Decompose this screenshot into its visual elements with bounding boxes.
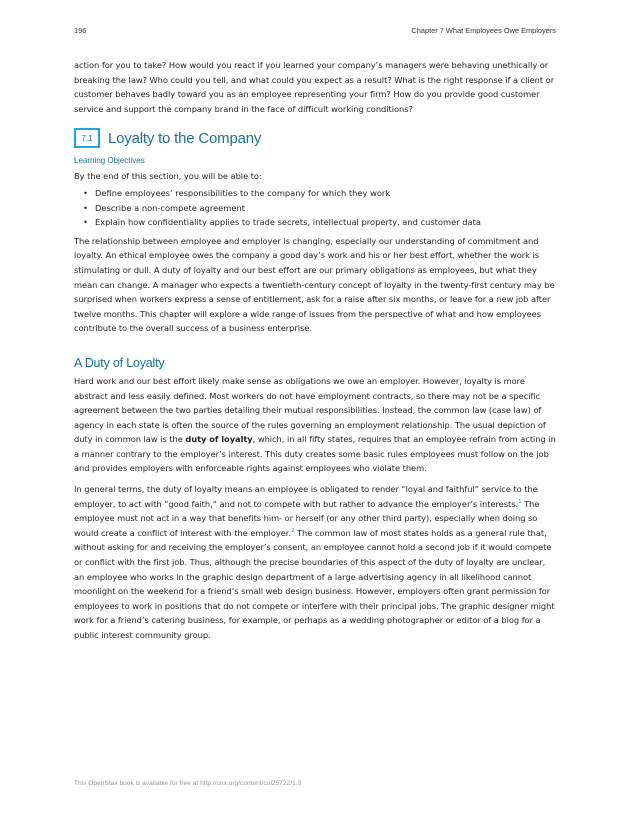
learning-objectives-label: Learning Objectives xyxy=(74,156,145,166)
text-run: , which, in all fifty states, requires that an employee refrain from acting in a manner contrary to the employer’s interest. This duty creates some basic rules employees must follow on the job and provides employers with enforceable rights against employees who violate them. xyxy=(74,434,556,474)
section-number-badge: 7.1 xyxy=(74,128,100,148)
duty-paragraph-2 xyxy=(74,482,556,643)
objectives-intro: By the end of this section, you will be able to: xyxy=(74,171,262,182)
objectives-list xyxy=(74,186,556,230)
chapter-running-title: Chapter 7 What Employees Owe Employers xyxy=(411,26,556,35)
footnote-ref-1[interactable]: 1 xyxy=(518,498,522,505)
key-term: duty of loyalty xyxy=(185,434,253,445)
objective-item: • Describe a non-compete agreement xyxy=(95,201,556,216)
intro-paragraph: action for you to take? How would you react if you learned your company’s managers were behaving unethically or breaking the law? Who could you tell, and what could you expect as a result? What is the right response if a client or customer behaves badly toward you as an employee representing your firm? How do you provide good customer service and support the company brand in the face of difficult working conditions? xyxy=(74,60,555,114)
text-run: In general terms, the duty of loyalty means an employee is obligated to render “loyal and faithful” service to the employer, to act with “good faith,” and not to compete with but rather to advance the employer’s interests. xyxy=(74,484,538,509)
section-heading xyxy=(74,128,556,148)
footnote-ref-2[interactable]: 2 xyxy=(290,528,295,535)
section-body-paragraph: The relationship between employee and employer is changing, especially our understanding of commitment and loyalty. An ethical employee owes the company a good day’s work and his or her best effort, whether the work is stimulating or dull. A duty of loyalty and our best effort are our primary obligations as employees, but what they mean can change. A manager who expects a twentieth-century concept of loyalty in the twenty-first century may be surprised when workers express a sense of entitlement, ask for a raise after six months, or leave for a new job after twelve months. This chapter will explore a wide range of issues from the perspective of what and how employees contribute to the overall success of a business enterprise. xyxy=(74,235,555,334)
objective-item: • Explain how confidentiality applies to trade secrets, intellectual property, and customer data xyxy=(95,215,556,230)
page-footer: This OpenStax book is available for free at http://cnx.org/content/col25722/1.3 xyxy=(74,780,302,787)
page-content xyxy=(74,58,556,649)
text-run: Hard work and our best effort likely make sense as obligations we owe an employer. However, loyalty is more abstract and less easily defined. Most workers do not have employment contracts, so there may not be a specific agreement between the two parties detailing their mutual responsibilities. Instead, the common law (case law) of agency in each state is often the source of the rules governing an employment relationship. The usual depiction of duty in common law is the xyxy=(74,375,546,445)
page-number: 196 xyxy=(74,26,87,35)
text-run: The employee must not act in a way that benefits him- or herself (or any other third party), especially when doing so would create a conflict of interest with the employer. xyxy=(74,498,540,538)
text-run: The common law of most states holds as a general rule that, without asking for and receiving the employer’s consent, an employee cannot hold a second job if it would compete or conflict with the first job. Thus, although the precise boundaries of this aspect of the duty of loyalty are unclear, an employee who works in the graphic design department of a large advertising agency in all likelihood cannot moonlight on the weekend for a friend’s small web design business. However, employers often grant permission for employees to work in positions that do not compete or interfere with their principal jobs. The graphic designer might work for a friend’s catering business, for example, or perhaps as a wedding photographer or editor of a blog for a public interest community group. xyxy=(74,527,555,640)
objective-item: • Define employees’ responsibilities to the company for which they work xyxy=(95,186,556,201)
subsection-title: A Duty of Loyalty xyxy=(74,355,165,370)
duty-paragraph-1 xyxy=(74,374,556,476)
section-title: Loyalty to the Company xyxy=(108,129,262,147)
